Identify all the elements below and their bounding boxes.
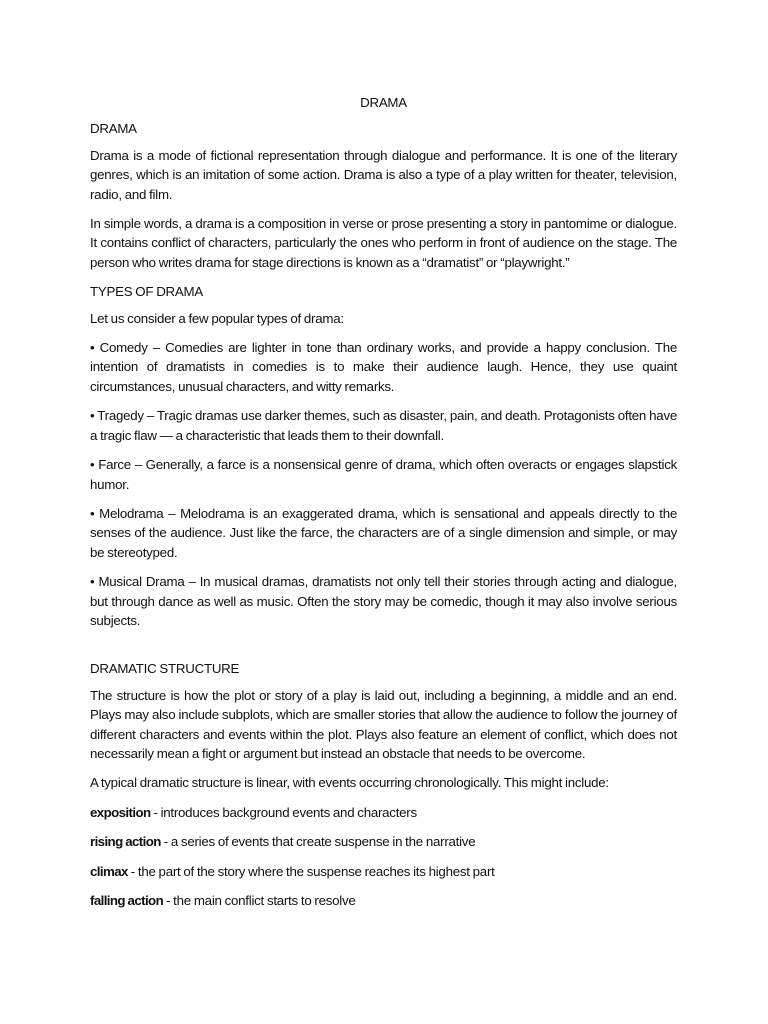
section-heading-structure: DRAMATIC STRUCTURE bbox=[90, 661, 240, 677]
structure-paragraph-2: A typical dramatic structure is linear, with events occurring chronologically. This might include: bbox=[90, 775, 609, 791]
section-heading-drama: DRAMA bbox=[90, 121, 137, 137]
document-page bbox=[90, 93, 677, 920]
drama-paragraph-1: Drama is a mode of fictional representation through dialogue and performance. It is one of the literary genres, which is an imitation of some action. Drama is also a type of a play written for theater, television, radio, and film. bbox=[90, 147, 677, 202]
term-definition: - the part of the story where the suspense reaches its highest part bbox=[127, 863, 495, 879]
term-definition: - the main conflict starts to resolve bbox=[163, 893, 356, 908]
term-climax bbox=[90, 862, 677, 881]
structure-paragraph-1: The structure is how the plot or story of a play is laid out, including a beginning, a middle and an end. Plays may also include subplots, which are smaller stories that allow the audience to follow the journey of different characters and events within the plot. Plays also feature an element of conflict, which does not necessarily mean a fight or argument but instead an obstacle that needs to be overcome. bbox=[90, 687, 677, 761]
type-item-musical-drama: • Musical Drama – In musical dramas, dramatists not only tell their stories through acting and dialogue, but through dance as well as music. Often the story may be comedic, though it may also involve serious subjects. bbox=[90, 574, 677, 628]
type-item-tragedy: • Tragedy – Tragic dramas use darker themes, such as disaster, pain, and death. Protagonists often have a tragic flaw — a characteristic that leads them to their downfall. bbox=[90, 408, 677, 443]
term-label: falling action bbox=[90, 893, 164, 908]
type-item-farce: • Farce – Generally, a farce is a nonsensical genre of drama, which often overacts or engages slapstick humor. bbox=[90, 457, 677, 492]
types-intro: Let us consider a few popular types of drama: bbox=[90, 310, 344, 326]
type-item-comedy: • Comedy – Comedies are lighter in tone than ordinary works, and provide a happy conclusion. The intention of dramatists in comedies is to make their audience laugh. Hence, they use quaint circumstances, unusual characters, and witty remarks. bbox=[90, 340, 677, 394]
term-label: exposition bbox=[90, 804, 151, 820]
term-falling-action bbox=[90, 891, 677, 910]
section-spacer bbox=[90, 640, 677, 659]
section-heading-types: TYPES OF DRAMA bbox=[90, 284, 203, 300]
term-label: rising action bbox=[90, 834, 161, 850]
document-title: DRAMA bbox=[360, 95, 407, 110]
type-item-melodrama: • Melodrama – Melodrama is an exaggerated drama, which is sensational and appeals directly to the senses of the audience. Just like the farce, the characters are of a single dimension and simple, or may be stereotyped. bbox=[90, 505, 677, 560]
term-definition: - introduces background events and characters bbox=[150, 804, 417, 820]
term-definition: - a series of events that create suspense in the narrative bbox=[160, 834, 476, 850]
drama-paragraph-2: In simple words, a drama is a composition in verse or prose presenting a story in pantomime or dialogue. It contains conflict of characters, particularly the ones who perform in front of audience on the stage. The person who writes drama for stage directions is known as a “dramatist” or “playwright.” bbox=[90, 216, 677, 270]
term-rising-action bbox=[90, 832, 677, 851]
term-exposition bbox=[90, 803, 677, 822]
term-label: climax bbox=[90, 863, 128, 879]
